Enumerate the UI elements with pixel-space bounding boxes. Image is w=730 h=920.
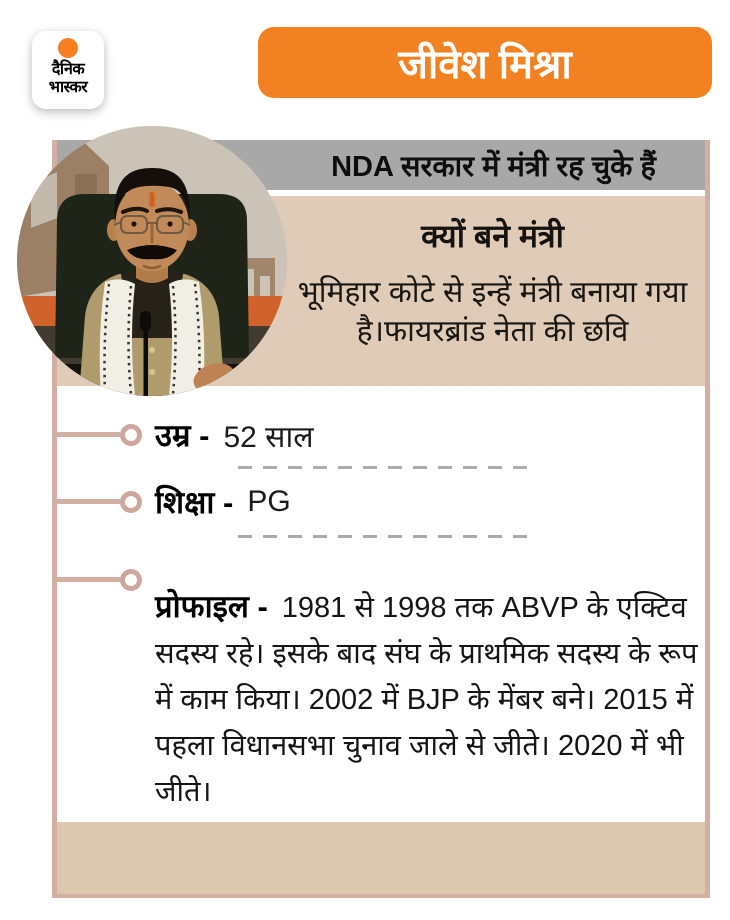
dashed-divider bbox=[238, 466, 530, 469]
dainik-bhaskar-logo bbox=[32, 31, 104, 109]
bullet-ring bbox=[120, 491, 142, 513]
fact-row-education bbox=[155, 477, 291, 527]
dashed-divider bbox=[238, 535, 530, 538]
sun-icon bbox=[58, 38, 78, 58]
portrait-illustration bbox=[17, 126, 287, 396]
connector-line bbox=[52, 577, 120, 582]
why-heading: क्यों बने मंत्री bbox=[421, 218, 564, 254]
logo-line1: दैनिक bbox=[51, 61, 85, 78]
why-body-text: भूमिहार कोटे से इन्हें मंत्री बनाया गया है।फायरब्रांड नेता की छवि bbox=[297, 276, 688, 348]
bottom-strip bbox=[57, 822, 705, 894]
profile-value: 1981 से 1998 तक ABVP के एक्टिव सदस्य रहे। इसके बाद संघ के प्राथमिक सदस्य के रूप में काम किया। 2002 में BJP के मेंबर बने। 2015 में पहला विधानसभा चुनाव जाले से जीते। 2020 में भी जीते। bbox=[155, 592, 698, 808]
bullet-ring bbox=[120, 424, 142, 446]
page-title: जीवेश मिश्रा bbox=[398, 43, 572, 87]
fact-row-age bbox=[155, 410, 314, 460]
age-label: उम्र - bbox=[155, 418, 210, 453]
subtitle-text: NDA सरकार में मंत्री रह चुके हैं bbox=[331, 150, 656, 183]
age-value: 52 साल bbox=[223, 420, 314, 454]
title-banner bbox=[258, 27, 712, 98]
bullet-ring bbox=[120, 569, 142, 591]
profile-label: प्रोफाइल - bbox=[155, 589, 268, 624]
portrait-photo bbox=[17, 126, 287, 396]
connector-line bbox=[52, 432, 120, 437]
connector-line bbox=[52, 499, 120, 504]
fact-row-profile bbox=[155, 584, 711, 815]
education-label: शिक्षा - bbox=[155, 485, 234, 520]
logo-line2: भास्कर bbox=[48, 79, 88, 96]
education-value: PG bbox=[247, 485, 291, 518]
logo-wordmark bbox=[49, 61, 87, 97]
